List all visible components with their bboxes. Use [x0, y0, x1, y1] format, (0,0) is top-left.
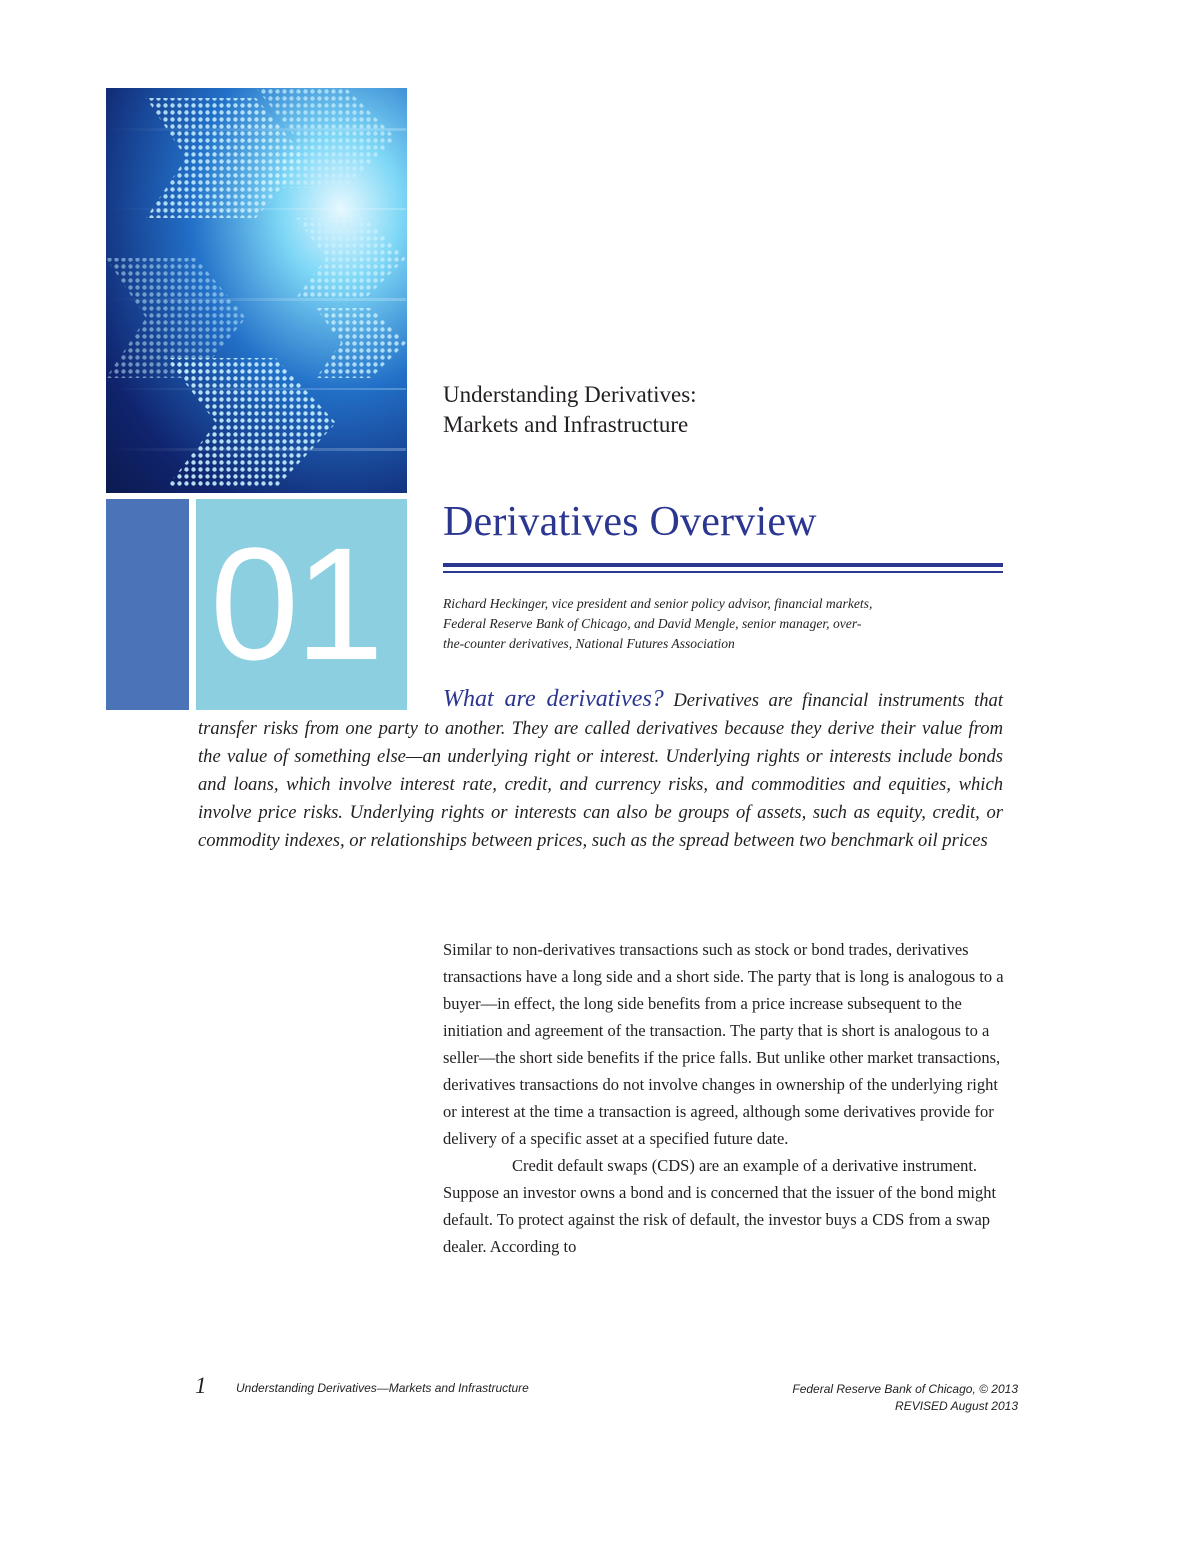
- footer-copyright: Federal Reserve Bank of Chicago, © 2013: [792, 1382, 1018, 1396]
- page-number: 1: [195, 1373, 207, 1398]
- accent-block-dark: [106, 499, 189, 710]
- author-line: the-counter derivatives, National Futures Association: [443, 636, 735, 651]
- author-credits: [443, 594, 1005, 654]
- author-line: Richard Heckinger, vice president and senior policy advisor, financial markets,: [443, 596, 873, 611]
- body-paragraph-2: Credit default swaps (CDS) are an example of a derivative instrument. Suppose an investor owns a bond and is concerned that the issuer of the bond might default. To protect against the risk of default, the investor buys a CDS from a swap dealer. According to: [443, 1156, 997, 1256]
- lede-text: Derivatives are financial instruments that transfer risks from one party to another. They are called derivatives because they derive their value from the value of something else—an underlying right or interest. Underlying rights or interests include bonds and loans, which involve interest rate, credit, and currency risks, and commodities and equities, which involve price risks. Underlying rights or interests can also be groups of assets, such as equity, credit, or commodity indexes, or relationships between prices, such as the spread between two benchmark oil prices: [198, 690, 1004, 851]
- title-rule-thick: [443, 563, 1003, 567]
- footer-revision: REVISED August 2013: [895, 1399, 1018, 1413]
- author-line: Federal Reserve Bank of Chicago, and David Mengle, senior manager, over-: [443, 616, 862, 631]
- series-title-line2: Markets and Infrastructure: [443, 412, 689, 437]
- footer-publisher: [792, 1381, 1018, 1415]
- chapter-title: Derivatives Overview: [443, 499, 817, 545]
- title-rule-thin: [443, 571, 1003, 573]
- series-title-line1: Understanding Derivatives:: [443, 382, 697, 407]
- cover-image: [106, 88, 407, 493]
- series-title: [443, 380, 697, 440]
- lede-paragraph: [198, 685, 1003, 855]
- lede-indent: [198, 696, 443, 706]
- body-text: [443, 936, 1005, 1260]
- chapter-number: 01: [210, 514, 380, 693]
- footer-publication-title: Understanding Derivatives—Markets and Infrastructure: [236, 1381, 529, 1395]
- accent-block-light: [196, 499, 407, 710]
- lede-heading: What are derivatives?: [443, 686, 664, 712]
- arrow-graphic: [106, 88, 407, 493]
- body-paragraph-1: Similar to non-derivatives transactions such as stock or bond trades, derivatives transactions have a long side and a short side. The party that is long is analogous to a buyer—in effect, the long side benefits from a price increase subsequent to the initiation and agreement of the transaction. The party that is short is analogous to a seller—the short side benefits if the price falls. But unlike other market transactions, derivatives transactions do not involve changes in ownership of the underlying right or interest at the time a transaction is agreed, although some derivatives provide for delivery of a specific asset at a specified future date.: [443, 940, 1004, 1148]
